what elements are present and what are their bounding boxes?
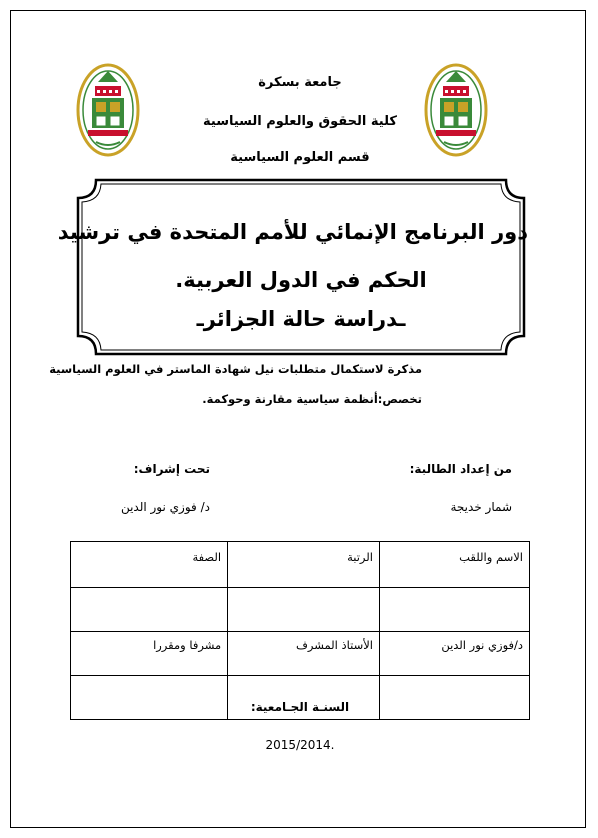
prepared-by-label: من إعداد الطالبة:: [409, 462, 512, 476]
table-cell: [379, 676, 529, 720]
faculty-name: كلية الحقوق والعلوم السياسية: [203, 114, 397, 129]
table-row: [71, 632, 530, 676]
thesis-title-line-1: دور البرنامج الإنمائي للأمم المتحدة في ترشيد: [57, 220, 528, 244]
memo-specialty: تخصص:أنظمة سياسية مقارنة وحوكمة.: [202, 392, 422, 406]
academic-year-label: السنـة الجـامعية:: [250, 700, 350, 714]
table-cell: مشرفا ومقررا: [71, 632, 228, 676]
thesis-title-line-2: الحكم في الدول العربية.: [175, 268, 427, 292]
supervisor-name: د/ فوزي نور الدين: [120, 500, 210, 514]
header-rank: الرتبة: [228, 542, 380, 588]
student-name: شمار خديجة: [450, 500, 512, 514]
table-cell: د/فوزي نور الدين: [379, 632, 529, 676]
header-role: الصفة: [71, 542, 228, 588]
university-emblem-icon: [76, 62, 140, 158]
table-cell: الأستاذ المشرف: [228, 632, 380, 676]
header-name: الاسم واللقب: [379, 542, 529, 588]
table-header-row: [71, 542, 530, 588]
title-frame: [57, 176, 528, 358]
department-name: قسم العلوم السياسية: [230, 150, 370, 165]
supervised-by-label: تحت إشراف:: [133, 462, 210, 476]
memo-purpose: مذكرة لاستكمال متطلبات نيل شهادة الماستر في العلوم السياسية: [49, 362, 422, 376]
academic-year-value: 2015/2014.: [265, 738, 335, 752]
table-row: [71, 588, 530, 632]
university-name: جامعة بسكرة: [258, 75, 342, 90]
thesis-subtitle: ـدراسة حالة الجزائرـ: [196, 307, 406, 331]
jury-table: [70, 541, 530, 720]
table-cell: [71, 588, 228, 632]
table-cell: [379, 588, 529, 632]
table-cell: [228, 588, 380, 632]
university-emblem-icon: [424, 62, 488, 158]
